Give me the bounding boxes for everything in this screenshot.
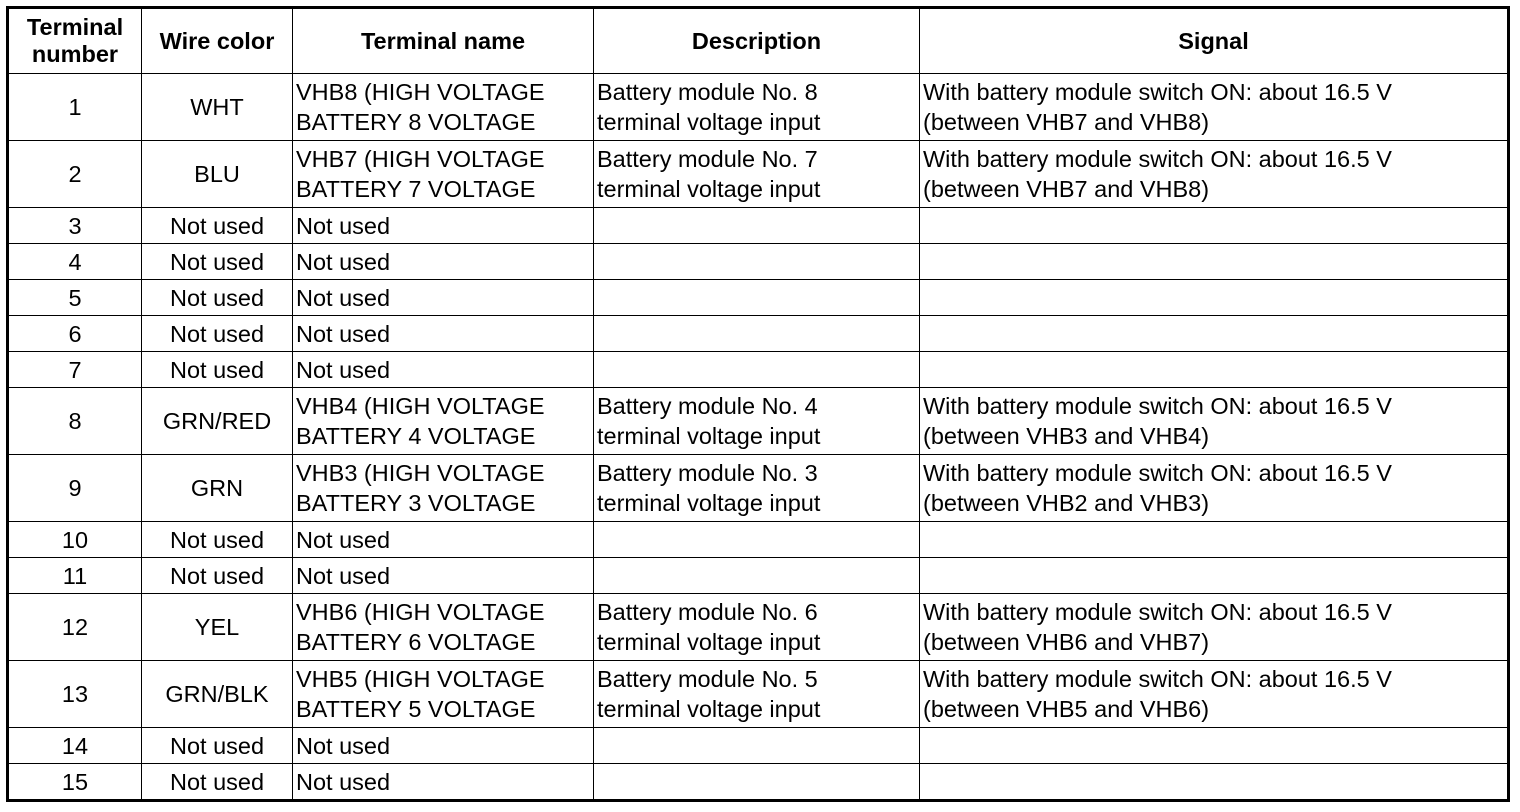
description-cell (594, 455, 920, 522)
description-cell (594, 661, 920, 728)
description-cell (594, 74, 920, 141)
signal-cell (920, 764, 1509, 801)
table-row (8, 388, 1509, 455)
signal-cell-line: With battery module switch ON: about 16.5 V (923, 599, 1392, 625)
table-row (8, 522, 1509, 558)
wire-color-cell: WHT (142, 74, 293, 141)
table-row (8, 280, 1509, 316)
terminal-name-cell-line: BATTERY 6 VOLTAGE (296, 629, 536, 655)
terminal-name-cell (293, 74, 594, 141)
signal-cell-line: (between VHB3 and VHB4) (923, 423, 1210, 449)
table-row (8, 141, 1509, 208)
description-cell (594, 764, 920, 801)
terminal-number-cell: 14 (8, 728, 142, 764)
signal-cell-line: (between VHB5 and VHB6) (923, 696, 1210, 722)
description-cell (594, 352, 920, 388)
terminal-number-cell: 4 (8, 244, 142, 280)
description-cell (594, 728, 920, 764)
wire-color-cell: Not used (142, 316, 293, 352)
signal-cell-line: (between VHB6 and VHB7) (923, 629, 1210, 655)
table-row (8, 661, 1509, 728)
description-cell-line: Battery module No. 5 (597, 666, 818, 692)
terminal-name-cell (293, 728, 594, 764)
table-body (8, 74, 1509, 801)
wire-color-cell: Not used (142, 764, 293, 801)
table-row (8, 764, 1509, 801)
table-header-row (8, 8, 1509, 74)
terminal-name-cell (293, 244, 594, 280)
description-cell (594, 388, 920, 455)
terminal-name-cell-line: BATTERY 3 VOLTAGE (296, 490, 536, 516)
signal-cell (920, 455, 1509, 522)
signal-cell-line: With battery module switch ON: about 16.5 V (923, 666, 1392, 692)
terminal-name-cell-line: VHB7 (HIGH VOLTAGE (296, 146, 545, 172)
table-row (8, 455, 1509, 522)
terminal-name-cell (293, 141, 594, 208)
header-terminal-number-line1: Terminal (26, 14, 124, 40)
header-terminal-name: Terminal name (293, 8, 594, 74)
signal-cell (920, 522, 1509, 558)
terminal-name-cell (293, 352, 594, 388)
header-signal: Signal (920, 8, 1509, 74)
signal-cell-line: With battery module switch ON: about 16.5 V (923, 79, 1392, 105)
description-cell (594, 316, 920, 352)
header-terminal-number-line2: number (31, 41, 119, 67)
terminal-number-cell: 3 (8, 208, 142, 244)
terminal-name-cell-line: VHB6 (HIGH VOLTAGE (296, 599, 545, 625)
wire-color-cell: Not used (142, 280, 293, 316)
wire-color-cell: Not used (142, 352, 293, 388)
signal-cell (920, 728, 1509, 764)
signal-cell-line: With battery module switch ON: about 16.5 V (923, 393, 1392, 419)
terminal-name-cell-line: VHB3 (HIGH VOLTAGE (296, 460, 545, 486)
description-cell-line: Battery module No. 6 (597, 599, 818, 625)
signal-cell-line: (between VHB7 and VHB8) (923, 109, 1210, 135)
description-cell-line: Battery module No. 7 (597, 146, 818, 172)
terminal-name-cell-line: Not used (296, 356, 391, 383)
signal-cell-line: With battery module switch ON: about 16.5 V (923, 460, 1392, 486)
terminal-name-cell (293, 522, 594, 558)
terminal-name-cell-line: BATTERY 5 VOLTAGE (296, 696, 536, 722)
description-cell (594, 594, 920, 661)
terminal-number-cell: 10 (8, 522, 142, 558)
header-description: Description (594, 8, 920, 74)
terminal-name-cell-line: BATTERY 4 VOLTAGE (296, 423, 536, 449)
description-cell-line: terminal voltage input (597, 696, 821, 722)
description-cell-line: Battery module No. 4 (597, 393, 818, 419)
description-cell (594, 141, 920, 208)
wire-color-cell: Not used (142, 208, 293, 244)
description-cell (594, 208, 920, 244)
signal-cell (920, 388, 1509, 455)
terminal-name-cell-line: Not used (296, 562, 391, 589)
table-row (8, 728, 1509, 764)
signal-cell (920, 594, 1509, 661)
wire-color-cell: Not used (142, 558, 293, 594)
terminal-name-cell (293, 594, 594, 661)
terminal-name-cell-line: VHB5 (HIGH VOLTAGE (296, 666, 545, 692)
description-cell-line: terminal voltage input (597, 490, 821, 516)
signal-cell-line: With battery module switch ON: about 16.5 V (923, 146, 1392, 172)
terminal-name-cell-line: Not used (296, 732, 391, 759)
terminal-name-cell-line: VHB8 (HIGH VOLTAGE (296, 79, 545, 105)
description-cell (594, 558, 920, 594)
signal-cell (920, 208, 1509, 244)
terminal-number-cell: 5 (8, 280, 142, 316)
wire-color-cell: GRN/RED (142, 388, 293, 455)
wire-color-cell: BLU (142, 141, 293, 208)
wire-color-cell: Not used (142, 522, 293, 558)
terminal-number-cell: 12 (8, 594, 142, 661)
signal-cell (920, 74, 1509, 141)
terminal-name-cell (293, 558, 594, 594)
header-terminal-number (8, 8, 142, 74)
terminal-number-cell: 11 (8, 558, 142, 594)
terminal-name-cell-line: Not used (296, 768, 391, 795)
signal-cell (920, 244, 1509, 280)
signal-cell (920, 352, 1509, 388)
terminal-name-cell (293, 661, 594, 728)
terminal-number-cell: 15 (8, 764, 142, 801)
table-row (8, 352, 1509, 388)
wire-color-cell: Not used (142, 728, 293, 764)
terminal-number-cell: 9 (8, 455, 142, 522)
description-cell (594, 280, 920, 316)
terminal-name-cell-line: Not used (296, 212, 391, 239)
terminal-name-cell-line: Not used (296, 320, 391, 347)
terminal-name-cell (293, 208, 594, 244)
terminal-name-cell (293, 388, 594, 455)
signal-cell (920, 661, 1509, 728)
description-cell (594, 522, 920, 558)
table-row (8, 316, 1509, 352)
terminal-name-cell-line: BATTERY 7 VOLTAGE (296, 176, 536, 202)
terminal-table (6, 6, 1510, 802)
terminal-name-cell (293, 316, 594, 352)
terminal-name-cell-line: BATTERY 8 VOLTAGE (296, 109, 536, 135)
terminal-number-cell: 7 (8, 352, 142, 388)
terminal-name-cell (293, 280, 594, 316)
signal-cell (920, 141, 1509, 208)
terminal-number-cell: 13 (8, 661, 142, 728)
terminal-number-cell: 1 (8, 74, 142, 141)
terminal-name-cell-line: VHB4 (HIGH VOLTAGE (296, 393, 545, 419)
table-row (8, 208, 1509, 244)
description-cell-line: Battery module No. 3 (597, 460, 818, 486)
terminal-name-cell (293, 455, 594, 522)
wire-color-cell: GRN/BLK (142, 661, 293, 728)
table-row (8, 74, 1509, 141)
wire-color-cell: GRN (142, 455, 293, 522)
table-row (8, 558, 1509, 594)
signal-cell (920, 280, 1509, 316)
table-row (8, 244, 1509, 280)
terminal-number-cell: 6 (8, 316, 142, 352)
signal-cell (920, 558, 1509, 594)
table-row (8, 594, 1509, 661)
description-cell-line: terminal voltage input (597, 109, 821, 135)
wire-color-cell: YEL (142, 594, 293, 661)
description-cell-line: terminal voltage input (597, 629, 821, 655)
header-wire-color: Wire color (142, 8, 293, 74)
description-cell-line: terminal voltage input (597, 176, 821, 202)
terminal-number-cell: 2 (8, 141, 142, 208)
terminal-name-cell (293, 764, 594, 801)
terminal-name-cell-line: Not used (296, 284, 391, 311)
terminal-name-cell-line: Not used (296, 248, 391, 275)
description-cell-line: Battery module No. 8 (597, 79, 818, 105)
description-cell-line: terminal voltage input (597, 423, 821, 449)
terminal-number-cell: 8 (8, 388, 142, 455)
signal-cell-line: (between VHB2 and VHB3) (923, 490, 1210, 516)
wire-color-cell: Not used (142, 244, 293, 280)
signal-cell-line: (between VHB7 and VHB8) (923, 176, 1210, 202)
description-cell (594, 244, 920, 280)
signal-cell (920, 316, 1509, 352)
terminal-name-cell-line: Not used (296, 526, 391, 553)
